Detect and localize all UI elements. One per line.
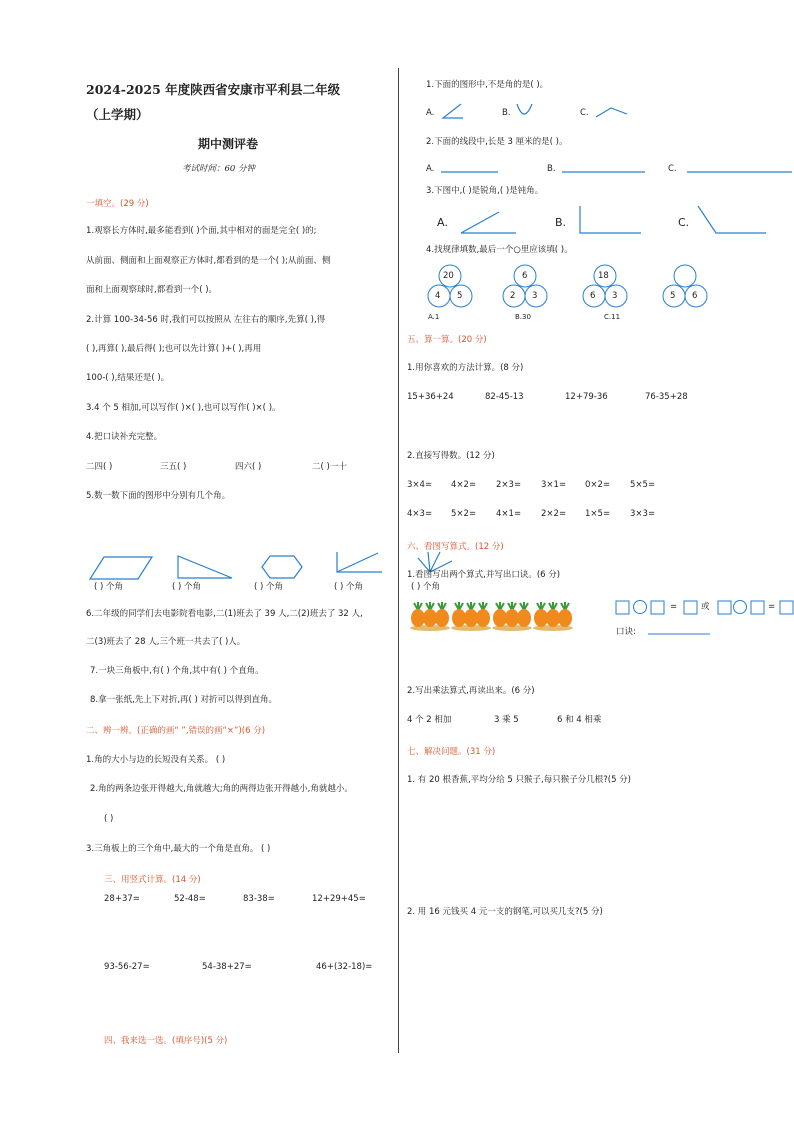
equals-sign: = <box>768 602 776 612</box>
s1-item: 82-45-13 <box>485 392 524 402</box>
calc-item: 12+29+45= <box>312 894 366 904</box>
circle-number: 18 <box>598 271 609 281</box>
circle-number: 20 <box>443 271 454 281</box>
s2-item: 5×2= <box>451 509 477 519</box>
s2-item: 2×3= <box>496 480 522 490</box>
s1-item: 12+79-36 <box>565 392 608 402</box>
judge-2-bracket: ( ) <box>104 814 114 824</box>
p2-item: 3 乘 5 <box>494 715 519 725</box>
q1-line-c: 面和上面观察球时,都看到一个( )。 <box>86 285 218 295</box>
section-6-heading: 六、看图写算式。(12 分) <box>407 542 504 552</box>
subtitle: 期中测评卷 <box>198 137 259 151</box>
s2-item: 3×1= <box>541 480 567 490</box>
section-3-heading: 三、用竖式计算。(14 分) <box>104 875 201 885</box>
circle-number: 6 <box>692 291 698 301</box>
circle-number: 5 <box>670 291 676 301</box>
choice-1-opt: C. <box>580 108 589 118</box>
q4-item: 二四( ) <box>86 462 113 472</box>
calc-item: 54-38+27= <box>202 962 252 972</box>
s2: 2.直接写得数。(12 分) <box>407 451 495 461</box>
circle-number: 5 <box>457 291 463 301</box>
choice-4: 4.找规律填数,最后一个○里应该填( )。 <box>426 245 573 255</box>
title-line2: （上学期） <box>86 107 149 122</box>
p2-item: 6 和 4 相乘 <box>557 715 602 725</box>
circle-number: 6 <box>590 291 596 301</box>
q2-line-c: 100-( ),结果还是( )。 <box>86 373 170 383</box>
s2-item: 4×1= <box>496 509 522 519</box>
s1-item: 15+36+24 <box>407 392 454 402</box>
or-label: 或 <box>701 602 710 612</box>
section-2-heading: 二、辨一辨。(正确的画“ ”,错误的画“×”)(6 分) <box>86 726 266 736</box>
judge-3: 3.三角板上的三个角中,最大的一个角是直角。 ( ) <box>86 844 271 854</box>
calc-item: 93-56-27= <box>104 962 150 972</box>
q8: 8.拿一张纸,先上下对折,再( ) 对折可以得到直角。 <box>90 695 278 705</box>
section-7-heading: 七、解决问题。(31 分) <box>407 747 496 757</box>
calc-item: 46+(32-18)= <box>316 962 373 972</box>
calc-item: 52-48= <box>174 894 206 904</box>
q4-item: 三五( ) <box>160 462 187 472</box>
q5-label: ( ) 个角 <box>334 582 364 592</box>
q4: 4.把口诀补充完整。 <box>86 432 163 442</box>
circle-number: 3 <box>612 291 618 301</box>
q5-label: ( ) 个角 <box>254 582 284 592</box>
q5: 5.数一数下面的图形中分别有几个角。 <box>86 491 231 501</box>
koujue-label: 口诀: <box>616 627 636 637</box>
s2-item: 3×4= <box>407 480 433 490</box>
choice-1-opt: A. <box>426 108 435 118</box>
judge-1: 1.角的大小与边的长短没有关系。 ( ) <box>86 755 226 765</box>
p2: 2.写出乘法算式,再读出来。(6 分) <box>407 686 535 696</box>
choice-2-opt: C. <box>668 164 677 174</box>
choice-1-opt: B. <box>502 108 511 118</box>
choice-4-opt: C.11 <box>604 313 621 321</box>
q2-line-b: ( ),再算( ),最后得( );也可以先计算( )+( ),再用 <box>86 344 262 354</box>
circle-number: 4 <box>435 291 441 301</box>
choice-3-opt: C. <box>678 216 690 229</box>
q2-line-a: 2.计算 100-34-56 时,我们可以按照从 左往右的顺序,先算( ),得 <box>86 315 326 325</box>
choice-2-opt: A. <box>426 164 435 174</box>
q5-label: ( ) 个角 <box>172 582 202 592</box>
choice-2: 2.下面的线段中,长是 3 厘米的是( )。 <box>426 137 568 147</box>
section-5-heading: 五、算一算。(20 分) <box>407 335 487 345</box>
s2-item: 2×2= <box>541 509 567 519</box>
word-problem-1: 1. 有 20 根香蕉,平均分给 5 只猴子,每只猴子分几根?(5 分) <box>407 775 632 785</box>
s2-item: 4×3= <box>407 509 433 519</box>
choice-3-opt: A. <box>437 216 448 229</box>
q1-line-b: 从前面、侧面和上面观察正方体时,都看到的是一个( );从前面、侧 <box>86 256 331 266</box>
q6-line-b: 二(3)班去了 28 人,三个班一共去了( )人。 <box>86 637 246 647</box>
exam-time: 考试时间：60 分钟 <box>182 164 256 174</box>
q6-line-a: 6.二年级的同学们去电影院看电影,二(1)班去了 39 人,二(2)班去了 32 人, <box>86 609 363 619</box>
q7: 7.一块三角板中,有( ) 个角,其中有( ) 个直角。 <box>90 666 264 676</box>
section-1-heading: 一填空。(29 分) <box>86 199 149 209</box>
p2-item: 4 个 2 相加 <box>407 715 452 725</box>
s2-item: 4×2= <box>451 480 477 490</box>
choice-1: 1.下面的图形中,不是角的是( )。 <box>426 80 549 90</box>
choice-3-opt: B. <box>555 216 567 229</box>
choice-4-opt: A.1 <box>428 313 440 321</box>
circle-number: 6 <box>522 271 528 281</box>
calc-item: 83-38= <box>243 894 275 904</box>
choice-4-opt: B.30 <box>515 313 531 321</box>
p1: 1.看图写出两个算式,并写出口诀。(6 分) <box>407 570 561 580</box>
q5-label: ( ) 个角 <box>94 582 124 592</box>
q1-line-a: 1.观察长方体时,最多能看到( )个面,其中相对的面是完全( )的; <box>86 226 317 236</box>
title-line1: 2024-2025 年度陕西省安康市平利县二年级 <box>86 82 341 97</box>
s2-item: 5×5= <box>630 480 656 490</box>
q3: 3.4 个 5 相加,可以写作( )×( ),也可以写作( )×( )。 <box>86 403 281 413</box>
judge-2: 2.角的两条边张开得越大,角就越大;角的两得边张开得越小,角就越小。 <box>90 784 353 794</box>
s2-item: 1×5= <box>585 509 611 519</box>
circle-number: 3 <box>532 291 538 301</box>
q4-item: 四六( ) <box>235 462 262 472</box>
p1-fan-label: ( ) 个角 <box>411 582 441 592</box>
circle-number: 2 <box>510 291 516 301</box>
s2-item: 3×3= <box>630 509 656 519</box>
choice-3: 3.下图中,( )是锐角,( )是钝角。 <box>426 186 544 196</box>
s2-item: 0×2= <box>585 480 611 490</box>
word-problem-2: 2. 用 16 元钱买 4 元一支的钢笔,可以买几支?(5 分) <box>407 907 603 917</box>
s1: 1.用你喜欢的方法计算。(8 分) <box>407 363 524 373</box>
section-4-heading: 四、我来选一选。(填序号)(5 分) <box>104 1036 228 1046</box>
s1-item: 76-35+28 <box>645 392 688 402</box>
q4-item: 二( )一十 <box>312 462 347 472</box>
equals-sign: = <box>670 602 678 612</box>
choice-2-opt: B. <box>547 164 556 174</box>
calc-item: 28+37= <box>104 894 140 904</box>
